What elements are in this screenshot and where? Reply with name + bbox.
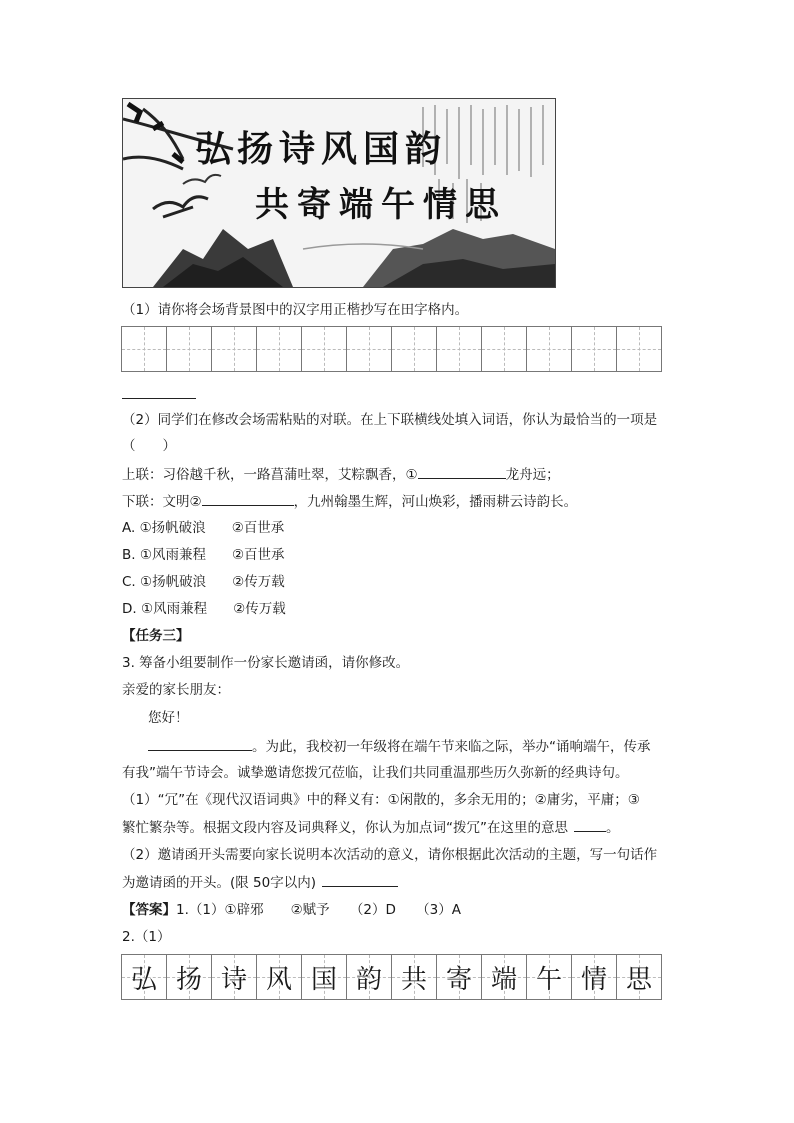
answer-char: 端 <box>490 964 517 995</box>
answer-grid-cell <box>481 954 527 1000</box>
answer-char: 弘 <box>130 964 157 995</box>
grid-cell[interactable] <box>481 326 527 372</box>
answer-char: 诗 <box>220 964 247 995</box>
answer-char: 寄 <box>445 964 472 995</box>
banner-title-line1: 弘扬诗风国韵 <box>195 128 448 170</box>
answer-char: 风 <box>265 964 292 995</box>
answer-item2: 2.（1） <box>122 929 171 945</box>
answer-grid-cell <box>166 954 212 1000</box>
banner-image <box>122 98 556 288</box>
answer-grid-cell <box>256 954 302 1000</box>
couplet-lower <box>122 491 577 512</box>
task3-q2-line1: （2）邀请函开头需要向家长说明本次活动的意义，请你根据此次活动的主题，写一句话作 <box>122 847 658 863</box>
answer-grid-cell <box>211 954 257 1000</box>
answer-char: 共 <box>400 964 427 995</box>
answer-char: 扬 <box>175 964 202 995</box>
answer-grid-cell <box>391 954 437 1000</box>
couplet-lower-blank[interactable] <box>202 491 294 506</box>
grid-cell[interactable] <box>391 326 437 372</box>
option-c[interactable] <box>122 572 285 592</box>
answer-line <box>122 900 461 920</box>
grid-cell[interactable] <box>526 326 572 372</box>
grid-cell[interactable] <box>256 326 302 372</box>
option-a-sub: ②百世承 <box>231 520 285 536</box>
option-c-label: C. ①扬帆破浪 <box>122 574 207 590</box>
answer-grid-cell <box>436 954 482 1000</box>
letter-salutation: 亲爱的家长朋友： <box>122 682 230 698</box>
task3-q1-line2 <box>122 817 620 838</box>
couplet-lower-end: ，九州翰墨生辉，河山焕彩，播雨耕云诗韵长。 <box>293 494 578 510</box>
answer-grid-cell <box>571 954 617 1000</box>
task3-q1-end: 。 <box>606 820 620 836</box>
answer-grid-cell <box>121 954 167 1000</box>
option-b-label: B. ①风雨兼程 <box>122 547 206 563</box>
couplet-upper <box>122 464 560 485</box>
task3-heading: 【任务三】 <box>122 628 190 644</box>
option-a[interactable] <box>122 518 284 538</box>
banner-title-line2: 共寄端午情思 <box>255 185 507 225</box>
option-c-sub: ②传万载 <box>232 574 285 590</box>
answer-char: 午 <box>535 964 562 995</box>
option-d[interactable] <box>122 599 286 619</box>
letter-opening-blank[interactable] <box>148 736 252 751</box>
answer-grid-cell <box>526 954 572 1000</box>
grid-cell[interactable] <box>121 326 167 372</box>
q2-stem: （2）同学们在修改会场需粘贴的对联。在上下联横线处填入词语，你认为最恰当的一项是 <box>122 412 658 428</box>
grid-cell[interactable] <box>301 326 347 372</box>
letter-para1-line2: 有我”端午节诗会。诚挚邀请您拨冗莅临，让我们共同重温那些历久弥新的经典诗句。 <box>122 765 629 781</box>
answer-char: 国 <box>310 964 337 995</box>
option-d-sub: ②传万载 <box>233 601 286 617</box>
grid-cell[interactable] <box>346 326 392 372</box>
answer-label: 【答案】 <box>122 902 176 918</box>
option-b[interactable] <box>122 545 285 565</box>
answer-grid-cell <box>301 954 347 1000</box>
answer-grid-cell <box>616 954 662 1000</box>
option-b-sub: ②百世承 <box>231 547 285 563</box>
q1-instruction: （1）请你将会场背景图中的汉字用正楷抄写在田字格内。 <box>122 302 469 318</box>
answer-text: 1.（1）①辟邪 ②赋予 （2）D （3）A <box>176 902 461 918</box>
grid-cell[interactable] <box>571 326 617 372</box>
option-a-label: A. ①扬帆破浪 <box>122 520 206 536</box>
q2-answer-parens: （ ） <box>122 438 176 454</box>
couplet-upper-end: 龙舟远； <box>505 467 560 483</box>
grid-cell[interactable] <box>616 326 662 372</box>
letter-para1-line1 <box>148 736 651 757</box>
couplet-upper-blank[interactable] <box>418 464 506 479</box>
grid-cell[interactable] <box>211 326 257 372</box>
answer-grid-cell <box>346 954 392 1000</box>
couplet-lower-start: 下联：文明② <box>122 494 202 510</box>
separator-line <box>122 398 196 399</box>
task3-q1-text: 繁忙繁杂等。根据文段内容及词典释义，你认为加点词“拨冗”在这里的意思 <box>122 820 568 836</box>
task3-q1-blank[interactable] <box>574 817 606 832</box>
letter-greeting: 您好！ <box>148 710 189 726</box>
couplet-upper-start: 上联：习俗越千秋，一路菖蒲吐翠，艾粽飘香，① <box>122 467 418 483</box>
empty-tian-grid[interactable] <box>122 326 662 372</box>
task3-intro: 3. 筹备小组要制作一份家长邀请函，请你修改。 <box>122 655 410 671</box>
option-d-label: D. ①风雨兼程 <box>122 601 208 617</box>
task3-q2-line2 <box>122 872 398 893</box>
grid-cell[interactable] <box>166 326 212 372</box>
letter-para1-text: 。为此，我校初一年级将在端午节来临之际，举办“诵响端午，传承 <box>252 739 651 755</box>
answer-char: 思 <box>625 964 652 995</box>
answer-char: 情 <box>580 964 607 995</box>
task3-q2-text: 为邀请函的开头。(限 50字以内) <box>122 875 317 891</box>
task3-q1-line1: （1）“冗”在《现代汉语词典》中的释义有：①闲散的，多余无用的；②庸劣，平庸；③ <box>122 792 640 808</box>
grid-cell[interactable] <box>436 326 482 372</box>
answer-char: 韵 <box>355 964 382 995</box>
task3-q2-blank[interactable] <box>322 872 398 887</box>
answer-tian-grid <box>122 954 662 1000</box>
